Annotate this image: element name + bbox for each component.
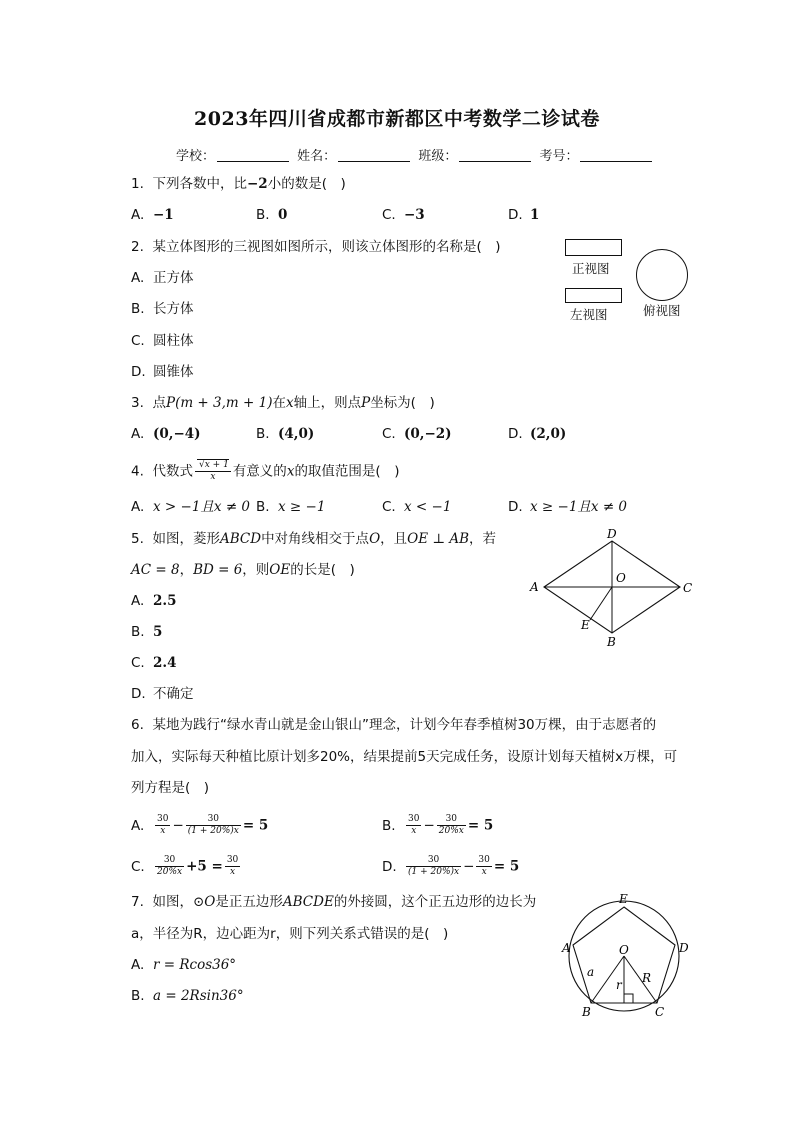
question-7-line-1: 7. 如图，⊙O是正五边形ABCDE的外接圆，这个正五边形的边长为 [131, 894, 537, 910]
q5-option-c[interactable]: C. 2.4 [131, 655, 177, 671]
q3-option-c[interactable]: C. (0,−2) [382, 426, 452, 442]
q6-option-c[interactable]: C. $\frac{30}{20\%x}$ +5 = $\frac{30}{x}$ [131, 855, 239, 877]
name-label: 姓名： [297, 149, 337, 164]
q4-option-b[interactable]: B. x ≥ −1 [256, 499, 326, 515]
rhombus-figure [520, 520, 700, 650]
q2-option-c[interactable]: C. 圆柱体 [131, 333, 194, 349]
q4-option-d[interactable]: D. x ≥ −1且x ≠ 0 [508, 499, 628, 515]
label-e: E [619, 892, 628, 906]
label-apothem-r: r [616, 978, 622, 992]
q2-option-b[interactable]: B. 长方体 [131, 301, 194, 317]
segment-oe [590, 587, 612, 620]
label-a: A [530, 580, 539, 594]
question-5-line-1: 5. 如图，菱形ABCD中对角线相交于点O，且OE ⊥ AB，若 [131, 531, 497, 547]
label-d: D [607, 527, 617, 541]
q4-option-a[interactable]: A. x > −1且x ≠ 0 [131, 499, 251, 515]
q1-option-d[interactable]: D. 1 [508, 207, 540, 223]
q5-option-b[interactable]: B. 5 [131, 624, 163, 640]
question-1: 1. 下列各数中，比−2小的数是( ) [131, 176, 346, 192]
page-title: 2023年四川省成都市新都区中考数学二诊试卷 [194, 108, 600, 130]
label-radius-R: R [642, 971, 652, 985]
label-d: D [679, 941, 689, 955]
label-b: B [582, 1005, 591, 1019]
front-view-caption: 正视图 [572, 261, 610, 276]
question-7-line-2: a，半径为R，边心距为r，则下列关系式错误的是( ) [131, 926, 449, 942]
front-view-rect [565, 239, 622, 256]
q5-option-a[interactable]: A. 2.5 [131, 593, 177, 609]
q1-option-c[interactable]: C. −3 [382, 207, 425, 223]
label-o: O [619, 943, 629, 957]
left-view-caption: 左视图 [570, 307, 608, 322]
segment-oc [624, 956, 657, 1003]
right-angle-mark [624, 994, 633, 1003]
pentagon-circle-figure [555, 890, 705, 1030]
q3-option-a[interactable]: A. (0,−4) [131, 426, 201, 442]
q1-option-b[interactable]: B. 0 [256, 207, 288, 223]
label-b: B [607, 635, 616, 649]
name-field[interactable] [338, 149, 410, 162]
q1-option-a[interactable]: A. −1 [131, 207, 174, 223]
top-view-caption: 俯视图 [643, 303, 681, 318]
label-a: A [562, 941, 571, 955]
left-view-rect [565, 288, 622, 303]
label-e: E [581, 618, 590, 632]
label-c: C [655, 1005, 665, 1019]
top-view-circle [636, 249, 688, 301]
q7-option-b[interactable]: B. a = 2Rsin36° [131, 988, 244, 1004]
q6-option-b[interactable]: B. $\frac{30}{x}$ − $\frac{30}{20\%x}$ = 5 [382, 814, 494, 836]
question-6-line-1: 6. 某地为践行“绿水青山就是金山银山”理念，计划今年春季植树30万棵，由于志愿者的 [131, 717, 657, 733]
student-info-row [176, 145, 656, 164]
class-label: 班级： [418, 149, 458, 164]
question-5-line-2: AC = 8，BD = 6，则OE的长是( ) [131, 562, 355, 578]
q4-option-c[interactable]: C. x < −1 [382, 499, 452, 515]
question-2: 2. 某立体图形的三视图如图所示，则该立体图形的名称是( ) [131, 239, 501, 255]
q6-option-d[interactable]: D. $\frac{30}{(1 + 20\%)x}$ − $\frac{30}{x}$ = 5 [382, 855, 520, 877]
q7-option-a[interactable]: A. r = Rcos36° [131, 957, 237, 973]
q2-option-a[interactable]: A. 正方体 [131, 270, 194, 286]
exam-number-field[interactable] [580, 149, 652, 162]
question-4: 4. 代数式 $\frac{√x + 1}{x}$ 有意义的x的取值范围是( ) [131, 460, 400, 482]
question-6-line-2: 加入，实际每天种植比原计划多20%，结果提前5天完成任务，设原计划每天植树x万棵，可 [131, 749, 678, 765]
exam-number-label: 考号： [539, 149, 579, 164]
school-field[interactable] [217, 149, 289, 162]
q4-fraction: $\frac{√x + 1}{x}$ [195, 460, 231, 483]
label-side-a: a [587, 965, 595, 979]
class-field[interactable] [459, 149, 531, 162]
q3-option-b[interactable]: B. (4,0) [256, 426, 315, 442]
q2-option-d[interactable]: D. 圆锥体 [131, 364, 194, 380]
school-label: 学校： [176, 149, 216, 164]
q6-option-a[interactable]: A. $\frac{30}{x}$ − $\frac{30}{(1 + 20\%)x}$ = 5 [131, 814, 269, 836]
label-o: O [616, 571, 626, 585]
question-6-line-3: 列方程是( ) [131, 780, 210, 796]
q5-option-d[interactable]: D. 不确定 [131, 686, 194, 702]
label-c: C [683, 581, 693, 595]
question-3: 3. 点P(m + 3,m + 1)在x轴上，则点P坐标为( ) [131, 395, 435, 411]
q3-option-d[interactable]: D. (2,0) [508, 426, 567, 442]
